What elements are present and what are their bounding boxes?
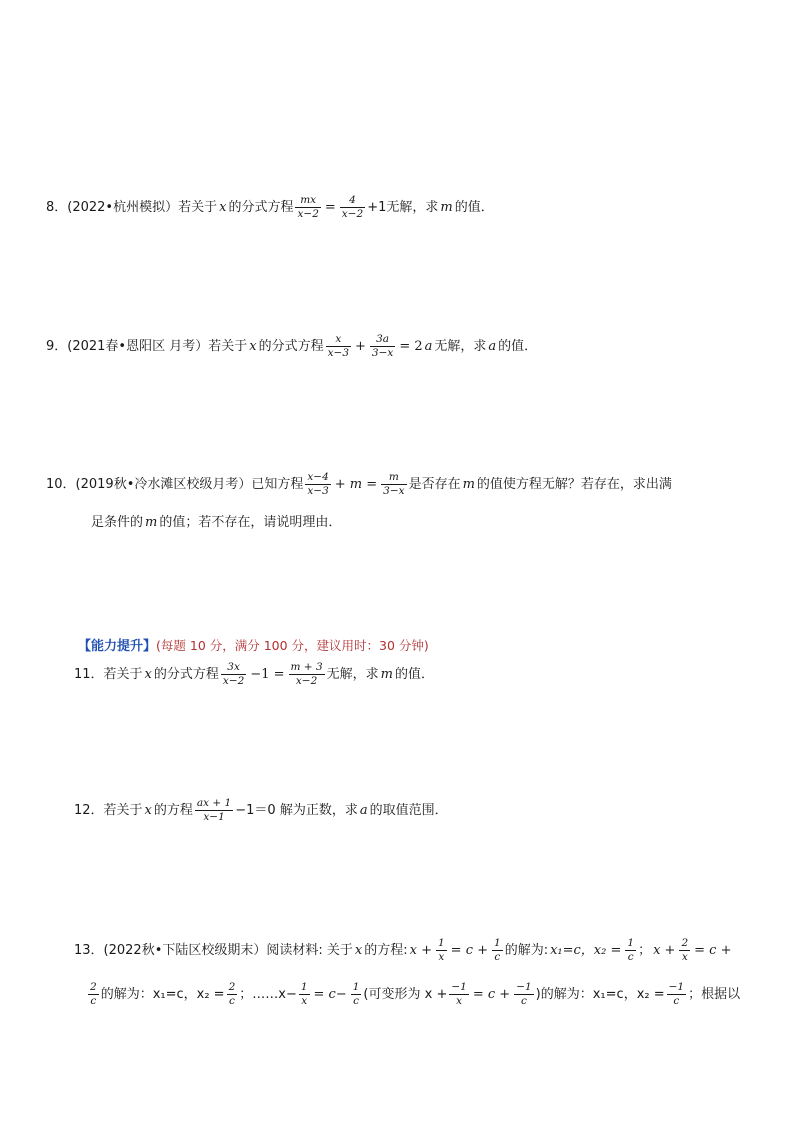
- q10-frac1-numerator: x−4: [307, 471, 329, 483]
- q10-frac2-numerator: m: [388, 471, 399, 483]
- q11-prefix: 11．若关于: [74, 667, 143, 683]
- question-8: [46, 195, 494, 220]
- q13-l2-fraction-3: [299, 982, 310, 1007]
- q9-plus: +: [355, 339, 366, 355]
- q13-eq1-a: x +: [409, 943, 432, 959]
- fraction-numerator: 1: [300, 981, 308, 993]
- q12-var-a: a: [359, 803, 368, 819]
- fraction-denominator: c: [228, 995, 235, 1008]
- q8-equals: =: [324, 200, 336, 216]
- q9-fraction-2: [370, 334, 395, 359]
- q12-end: 的取值范围．: [369, 803, 448, 819]
- q12-tail: −1＝0 解为正数，求: [235, 803, 358, 819]
- q11-frac2-denominator: x−2: [295, 675, 318, 688]
- q13-var-x: x: [354, 943, 363, 959]
- q10-line2-a: 足条件的: [91, 515, 144, 530]
- q13-l2-paren: (可变形为 x +: [363, 987, 448, 1003]
- q12-prefix: 12．若关于: [74, 803, 143, 819]
- q10-plus-m: + m =: [334, 477, 378, 493]
- q13-prefix: 13．(2022秋•下陆区校级期末）阅读材料: 关于: [74, 943, 353, 959]
- q9-frac1-denominator: x−3: [327, 347, 349, 360]
- q9-prefix: 9．(2021春•恩阳区 月考）若关于: [46, 339, 248, 355]
- q13-eq1-b: = c +: [450, 943, 489, 959]
- q13-l2-fraction-4: [351, 982, 362, 1007]
- q10-fraction-2: [381, 472, 406, 497]
- q13-l2-sol: 的解为：x₁=c，x₂ =: [100, 987, 225, 1003]
- q10-line2-b: 的值；若不存在，请说明理由．: [159, 515, 342, 530]
- q9-end: 的值．: [498, 339, 538, 355]
- q13-mid: 的方程:: [364, 943, 408, 959]
- q9-frac2-numerator: 3a: [376, 333, 390, 345]
- q13-l2-eq2: = c +: [472, 987, 511, 1003]
- fraction-denominator: c: [520, 995, 527, 1008]
- q12-fraction-1: [195, 798, 233, 823]
- q11-var-m: m: [380, 667, 393, 683]
- section-heading: [78, 640, 429, 653]
- q13-l2-dots: ；……x−: [239, 987, 297, 1003]
- q8-frac1-numerator: mx: [300, 194, 317, 206]
- q8-mid: 的分式方程: [228, 200, 294, 216]
- q10-tail2: 的值使方程无解？若存在，求出满: [476, 477, 672, 493]
- q9-fraction-1: [326, 334, 351, 359]
- fraction-numerator: −1: [516, 981, 532, 993]
- fraction-numerator: 2: [90, 981, 97, 993]
- q11-frac1-numerator: 3x: [227, 661, 240, 673]
- q8-prefix: 8．(2022•杭州模拟）若关于: [46, 200, 218, 216]
- q9-mid: 的分式方程: [258, 339, 324, 355]
- q8-fraction-1: [295, 195, 320, 220]
- q12-frac1-denominator: x−1: [203, 811, 225, 824]
- q13-l2-fraction-6: [514, 982, 533, 1007]
- q13-l1-fraction-3: [625, 938, 636, 963]
- section-note: (每题 10 分，满分 100 分，建议用时：30 分钟): [156, 638, 429, 654]
- q8-frac1-denominator: x−2: [297, 208, 319, 221]
- q10-tail: 是否存在: [408, 477, 461, 493]
- q8-tail: +1无解，求: [367, 200, 439, 216]
- q10-line2-m: m: [145, 515, 158, 530]
- q9-frac2-denominator: 3−x: [371, 347, 394, 360]
- q9-equals: = 2: [399, 339, 423, 355]
- q13-l2-fraction-1: [88, 982, 99, 1007]
- question-11: [74, 662, 434, 687]
- q11-var-x: x: [144, 667, 152, 683]
- q13-eq2-b: = c +: [694, 943, 732, 959]
- q10-fraction-1: [305, 472, 330, 497]
- q13-sep: ；: [638, 943, 652, 959]
- fraction-numerator: −1: [451, 981, 467, 993]
- q8-fraction-2: [340, 195, 365, 220]
- fraction-denominator: c: [627, 951, 634, 964]
- q8-frac2-denominator: x−2: [341, 208, 364, 221]
- q9-frac1-numerator: x: [335, 333, 342, 345]
- q10-var-m: m: [462, 477, 475, 493]
- fraction-denominator: x: [438, 951, 445, 964]
- q11-frac1-denominator: x−2: [222, 675, 245, 688]
- fraction-numerator: 1: [352, 981, 360, 993]
- q9-var-x: x: [249, 339, 257, 355]
- q11-mid: 的分式方程: [153, 667, 219, 683]
- q8-var-m: m: [440, 200, 453, 216]
- q13-l2-eq: = c−: [313, 987, 347, 1003]
- q13-x1: x₁=c，x₂ =: [550, 943, 622, 959]
- fraction-numerator: −1: [668, 981, 685, 993]
- q8-end: 的值．: [454, 200, 494, 216]
- q8-var-x: x: [219, 200, 227, 216]
- q13-l2-fraction-2: [227, 982, 238, 1007]
- q13-l2-fraction-5: [449, 982, 468, 1007]
- q13-l2-fraction-7: [667, 982, 686, 1007]
- section-title: 【能力提升】: [78, 639, 157, 654]
- question-10: [46, 472, 672, 497]
- q11-fraction-1: [221, 662, 246, 687]
- q13-sol-text: 的解为:: [504, 943, 549, 959]
- q13-l1-fraction-4: [679, 938, 690, 963]
- question-13-line-1: [74, 938, 733, 963]
- q11-frac2-numerator: m + 3: [290, 661, 323, 673]
- question-10-line-2: [91, 516, 341, 529]
- q9-var-a: a: [424, 339, 433, 355]
- fraction-numerator: 1: [494, 937, 501, 949]
- fraction-numerator: 2: [228, 981, 236, 993]
- q12-frac1-numerator: ax + 1: [196, 797, 232, 809]
- fraction-denominator: c: [353, 995, 360, 1008]
- fraction-denominator: c: [90, 995, 97, 1008]
- q9-tail: 无解，求: [434, 339, 487, 355]
- fraction-numerator: 1: [627, 937, 635, 949]
- question-13-line-2: [88, 982, 740, 1007]
- fraction-denominator: x: [456, 995, 463, 1008]
- q13-l2-end: ；根据以: [688, 987, 741, 1003]
- q13-l1-fraction-1: [436, 938, 447, 963]
- q10-frac1-denominator: x−3: [307, 485, 329, 498]
- q10-frac2-denominator: 3−x: [383, 485, 405, 498]
- q12-var-x: x: [144, 803, 152, 819]
- q11-fraction-2: [289, 662, 325, 687]
- fraction-denominator: c: [494, 951, 501, 964]
- q13-l1-fraction-2: [492, 938, 503, 963]
- fraction-numerator: 2: [681, 937, 689, 949]
- fraction-denominator: x: [681, 951, 688, 964]
- q11-minus-one: −1 =: [250, 667, 285, 683]
- fraction-numerator: 1: [437, 937, 445, 949]
- question-9: [46, 334, 537, 359]
- q9-var-a2: a: [488, 339, 497, 355]
- fraction-denominator: x: [301, 995, 308, 1008]
- q13-l2-sol2: )的解为：x₁=c，x₂ =: [535, 987, 665, 1003]
- q11-tail: 无解，求: [326, 667, 379, 683]
- q10-prefix: 10．(2019秋•冷水滩区校级月考）已知方程: [46, 477, 304, 493]
- question-12: [74, 798, 448, 823]
- q13-eq2-a: x +: [653, 943, 676, 959]
- fraction-denominator: c: [673, 995, 680, 1008]
- q11-end: 的值．: [394, 667, 434, 683]
- q12-mid: 的方程: [153, 803, 193, 819]
- q8-frac2-numerator: 4: [349, 194, 356, 206]
